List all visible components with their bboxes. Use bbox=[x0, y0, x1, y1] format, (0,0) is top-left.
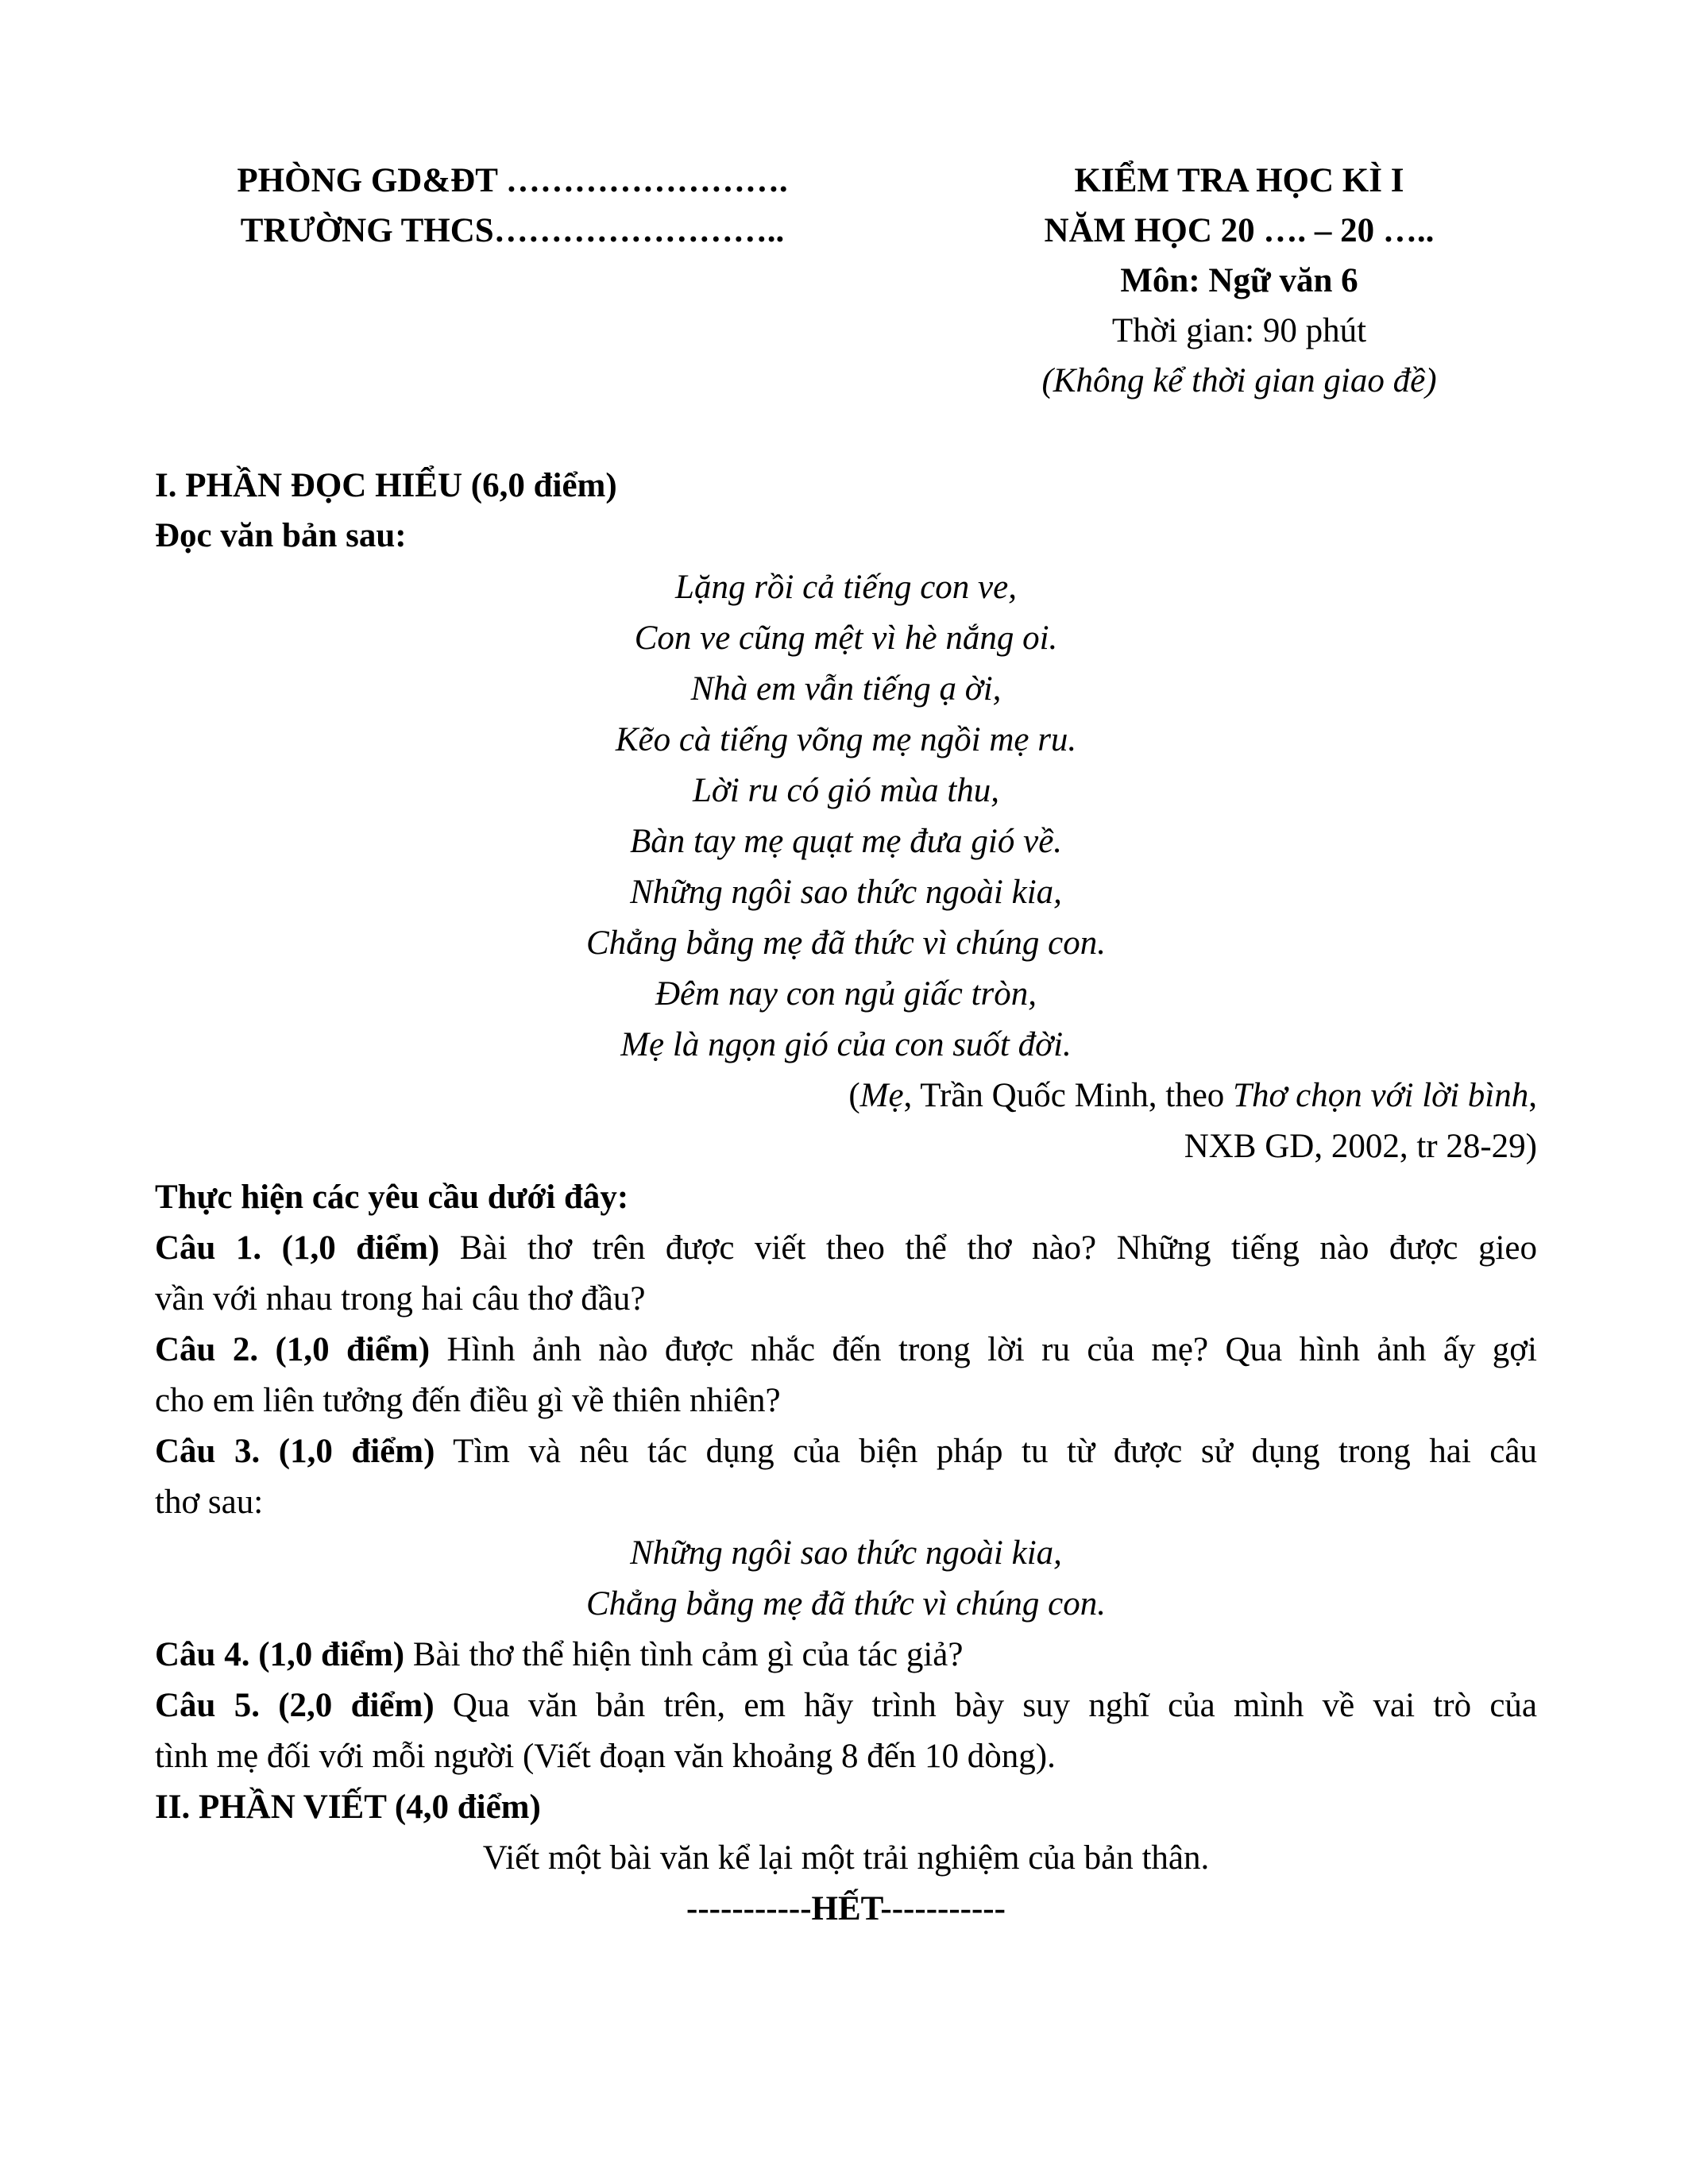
poem-line: Những ngôi sao thức ngoài kia, bbox=[630, 874, 1062, 911]
section2-title: II. PHẦN VIẾT (4,0 điểm) bbox=[155, 1788, 541, 1826]
source-comma: , bbox=[1528, 1077, 1537, 1114]
question-5 bbox=[155, 1680, 1537, 1731]
question-2-cont: cho em liên tưởng đến điều gì về thiên nhiên? bbox=[155, 1382, 781, 1419]
writing-prompt: Viết một bài văn kể lại một trải nghiệm của bản thân. bbox=[482, 1839, 1210, 1877]
poem-source bbox=[155, 1071, 1537, 1121]
department-line: PHÒNG GD&ĐT ……………………. bbox=[237, 162, 788, 199]
source-author: , Trần Quốc Minh, theo bbox=[903, 1077, 1234, 1114]
tasks-heading: Thực hiện các yêu cầu dưới đây: bbox=[155, 1179, 629, 1216]
source-book: Thơ chọn với lời bình bbox=[1233, 1077, 1529, 1114]
question-3-text: Tìm và nêu tác dụng của biện pháp tu từ được sử dụng trong hai câu bbox=[435, 1433, 1537, 1470]
question-4-label: Câu 4. (1,0 điểm) bbox=[155, 1636, 405, 1673]
poem-line: Kẽo cà tiếng võng mẹ ngồi mẹ ru. bbox=[615, 721, 1077, 758]
poem-line: Lặng rồi cả tiếng con ve, bbox=[675, 569, 1017, 606]
source-open: ( bbox=[848, 1077, 860, 1114]
question-2-label: Câu 2. (1,0 điểm) bbox=[155, 1331, 431, 1368]
source-title: Mẹ bbox=[859, 1077, 904, 1114]
question-3-quote: Những ngôi sao thức ngoài kia, bbox=[630, 1534, 1062, 1572]
school-year: NĂM HỌC 20 …. – 20 ….. bbox=[1044, 212, 1435, 249]
poem-line: Mẹ là ngọn gió của con suốt đời. bbox=[620, 1026, 1072, 1063]
question-1-text: Bài thơ trên được viết theo thể thơ nào? Những tiếng nào được gieo bbox=[439, 1229, 1537, 1267]
poem-line: Lời ru có gió mùa thu, bbox=[692, 772, 1000, 809]
time-note: (Không kể thời gian giao đề) bbox=[1041, 362, 1437, 399]
question-1-cont: vần với nhau trong hai câu thơ đầu? bbox=[155, 1280, 646, 1318]
poem-line: Bàn tay mẹ quạt mẹ đưa gió về. bbox=[629, 823, 1063, 860]
exam-title: KIỂM TRA HỌC KÌ I bbox=[1074, 162, 1404, 199]
question-5-cont: tình mẹ đối với mỗi người (Viết đoạn văn khoảng 8 đến 10 dòng). bbox=[155, 1738, 1056, 1775]
poem-line: Con ve cũng mệt vì hè nắng oi. bbox=[634, 619, 1058, 657]
question-3-label: Câu 3. (1,0 điểm) bbox=[155, 1433, 435, 1470]
question-2 bbox=[155, 1325, 1537, 1376]
question-3-quote: Chẳng bằng mẹ đã thức vì chúng con. bbox=[585, 1585, 1106, 1623]
question-5-label: Câu 5. (2,0 điểm) bbox=[155, 1687, 435, 1724]
question-5-text: Qua văn bản trên, em hãy trình bày suy nghĩ của mình về vai trò của bbox=[434, 1687, 1537, 1724]
question-3-cont: thơ sau: bbox=[155, 1484, 264, 1521]
end-mark: -----------HẾT----------- bbox=[686, 1890, 1006, 1927]
question-2-text: Hình ảnh nào được nhắc đến trong lời ru của mẹ? Qua hình ảnh ấy gợi bbox=[430, 1331, 1537, 1368]
section1-title: I. PHẦN ĐỌC HIỂU (6,0 điểm) bbox=[155, 467, 617, 504]
question-1-label: Câu 1. (1,0 điểm) bbox=[155, 1229, 440, 1267]
poem-line: Chẳng bằng mẹ đã thức vì chúng con. bbox=[585, 924, 1106, 962]
question-4-text: Bài thơ thể hiện tình cảm gì của tác giả? bbox=[404, 1636, 964, 1673]
question-4 bbox=[155, 1630, 1537, 1680]
read-instruction: Đọc văn bản sau: bbox=[155, 517, 407, 554]
duration-line: Thời gian: 90 phút bbox=[1111, 312, 1367, 349]
question-3 bbox=[155, 1426, 1537, 1477]
poem-line: Nhà em vẫn tiếng ạ ời, bbox=[690, 670, 1002, 708]
question-1 bbox=[155, 1223, 1537, 1274]
source-publisher: NXB GD, 2002, tr 28-29) bbox=[1184, 1128, 1537, 1165]
school-line: TRƯỜNG THCS…………………….. bbox=[240, 212, 785, 249]
poem-line: Đêm nay con ngủ giấc tròn, bbox=[655, 975, 1037, 1013]
subject-line: Môn: Ngữ văn 6 bbox=[1120, 262, 1358, 299]
